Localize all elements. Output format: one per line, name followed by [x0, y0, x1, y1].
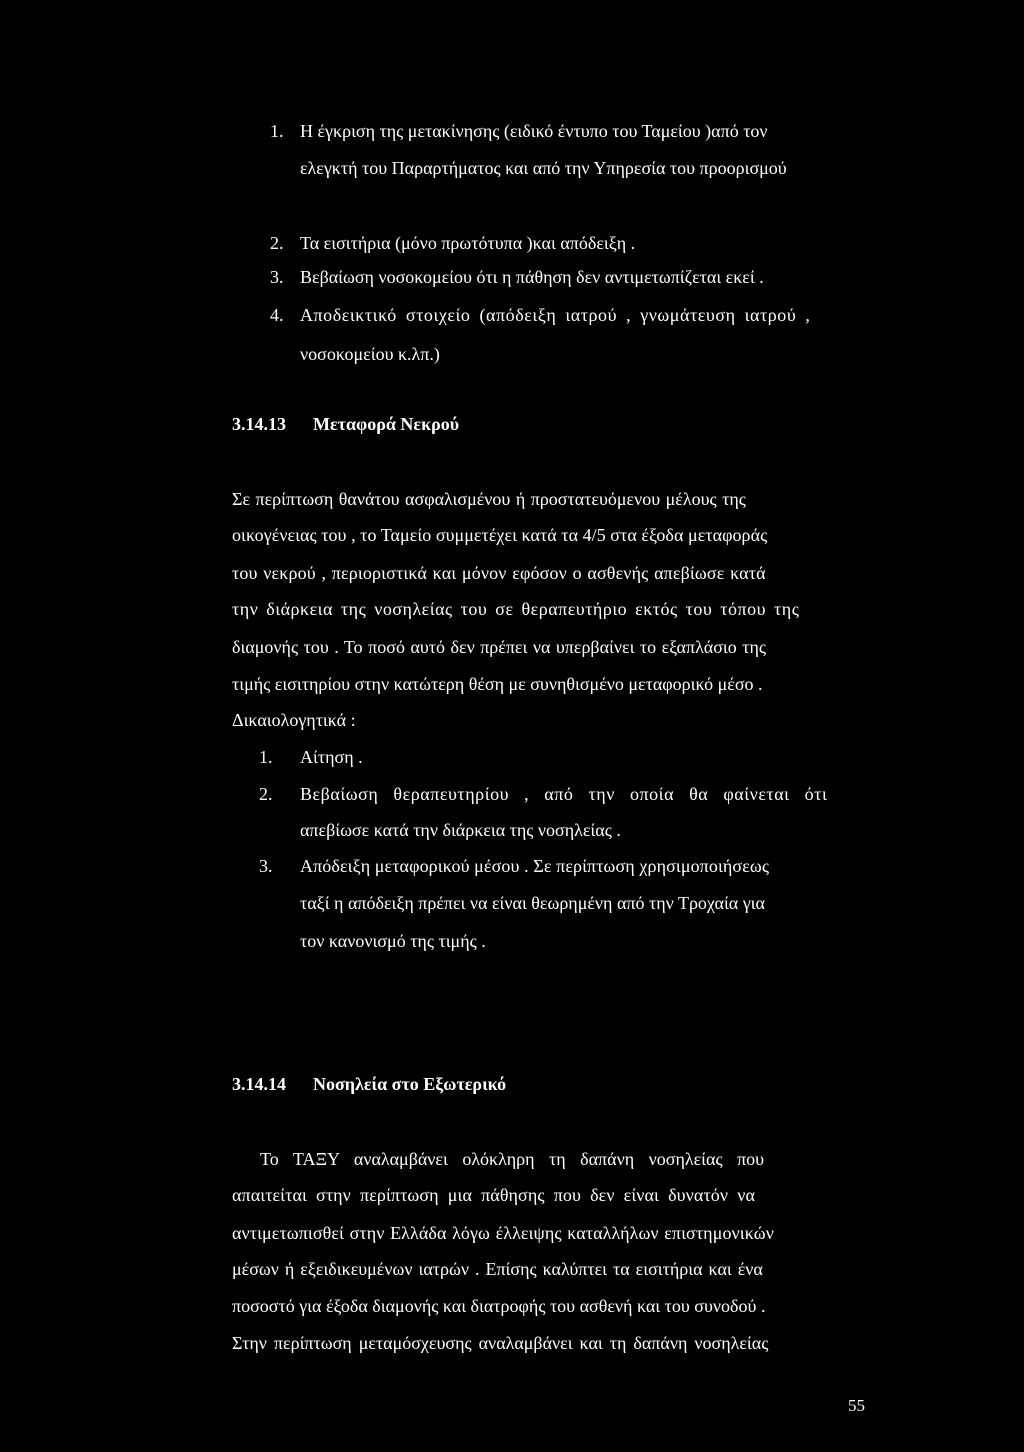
docs-item2-line1: Βεβαίωση θεραπευτηρίου , από την οποία θα φαίνεται ότι: [300, 784, 828, 804]
paragraph-line: αντιμετωπισθεί στην Ελλάδα λόγω έλλειψης καταλλήλων επιστημονικών: [232, 1223, 774, 1243]
docs-item3-number: 3.: [259, 856, 273, 876]
docs-item3-line2: ταξί η απόδειξη πρέπει να είναι θεωρημένη από την Τροχαία για: [300, 893, 765, 913]
paragraph-line: οικογένειας του , το Ταμείο συμμετέχει κατά τα 4/5 στα έξοδα μεταφοράς: [232, 525, 768, 545]
list1-item4-line1: Αποδεικτικό στοιχείο (απόδειξη ιατρού , γνωμάτευση ιατρού ,: [300, 305, 811, 325]
list1-item1-line2: ελεγκτή του Παραρτήματος και από την Υπηρεσία του προορισμού: [300, 158, 787, 178]
docs-item1-number: 1.: [259, 747, 273, 767]
section-heading-number: 3.14.14: [232, 1074, 286, 1094]
list1-item1-line1: [300, 122, 870, 140]
paragraph-line: Σε περίπτωση θανάτου ασφαλισμένου ή προστατευόμενου μέλους της: [232, 489, 746, 509]
docs-label: Δικαιολογητικά :: [232, 710, 356, 730]
list1-item1-number: 1.: [270, 121, 284, 141]
paragraph-line: μέσων ή εξειδικευμένων ιατρών . Επίσης καλύπτει τα εισιτήρια και ένα: [232, 1259, 763, 1279]
list1-item2-number: 2.: [270, 233, 284, 253]
paragraph-line: απαιτείται στην περίπτωση μια πάθησης που δεν είναι δυνατόν να: [232, 1185, 755, 1205]
paragraph-line: τιμής εισιτηρίου στην κατώτερη θέση με συνηθισμένο μεταφορικό μέσο .: [232, 674, 763, 694]
list1-item2-text: Τα εισιτήρια (μόνο πρωτότυπα )και απόδειξη .: [300, 233, 636, 253]
section-heading-title: Νοσηλεία στο Εξωτερικό: [313, 1074, 507, 1094]
paragraph-line: διαμονής του . Το ποσό αυτό δεν πρέπει να υπερβαίνει το εξαπλάσιο της: [232, 637, 767, 657]
docs-item2-line2: απεβίωσε κατά την διάρκεια της νοσηλείας .: [300, 820, 621, 840]
docs-item1-text: Αίτηση .: [300, 747, 363, 767]
paragraph-line: ποσοστό για έξοδα διαμονής και διατροφής του ασθενή και του συνοδού .: [232, 1296, 766, 1316]
section-heading-number: 3.14.13: [232, 414, 286, 434]
list1-item4-line2: νοσοκομείου κ.λπ.): [300, 344, 440, 364]
list1-item3-number: 3.: [270, 267, 284, 287]
paragraph-line: Το ΤΑΞΥ αναλαμβάνει ολόκληρη τη δαπάνη νοσηλείας που: [260, 1149, 765, 1169]
paragraph-line: την διάρκεια της νοσηλείας του σε θεραπευτήριο εκτός του τόπου της: [232, 599, 800, 619]
list1-item4-number: 4.: [270, 305, 284, 325]
paragraph-line: του νεκρού , περιοριστικά και μόνον εφόσον ο ασθενής απεβίωσε κατά: [232, 563, 766, 583]
list1-item1-line1-text: Η έγκριση της μετακίνησης (ειδικό έντυπο του Ταμείου )από τον: [300, 121, 768, 141]
page-number: 55: [848, 1396, 865, 1415]
paragraph-line: Στην περίπτωση μεταμόσχευσης αναλαμβάνει και τη δαπάνη νοσηλείας: [232, 1333, 769, 1353]
docs-item3-line3: τον κανονισμό της τιμής .: [300, 931, 486, 951]
docs-item3-line1: Απόδειξη μεταφορικού μέσου . Σε περίπτωση χρησιμοποιήσεως: [300, 856, 770, 876]
list1-item3-text: Βεβαίωση νοσοκομείου ότι η πάθηση δεν αντιμετωπίζεται εκεί .: [300, 267, 764, 287]
docs-item2-number: 2.: [259, 784, 273, 804]
section-heading-title: Μεταφορά Νεκρού: [313, 414, 460, 434]
